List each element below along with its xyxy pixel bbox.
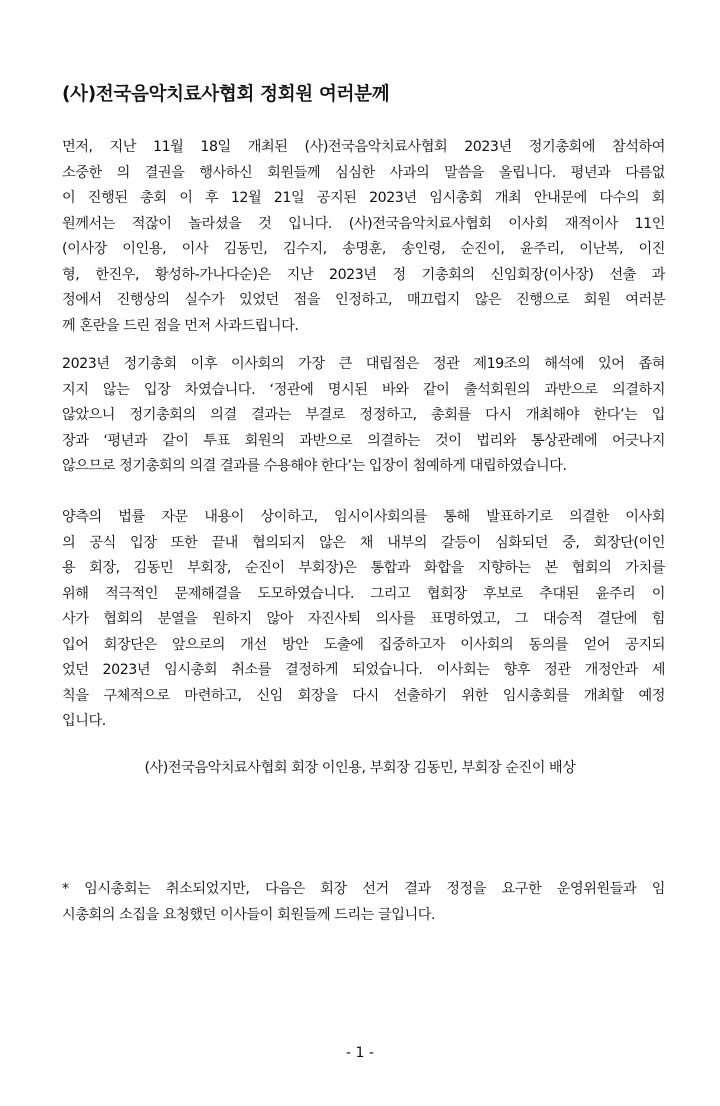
paragraph-line: 않으므로 정기총회의 의결 결과를 수용해야 한다’는 입장이 첨예하게 대립하였습니다. [62,458,567,474]
paragraph-line: 정에서 진행상의 실수가 있었던 점을 인정하고, 매끄럽지 않은 진행으로 회원 여러분 [62,292,665,308]
paragraph-line: 의 공식 입장 또한 끝내 협의되지 않은 채 내부의 갈등이 심화되던 중, 회장단(이인 [62,534,665,551]
paragraph-line: 장과 ‘평년과 같이 투표 회원의 과반으로 의결하는 것이 법리와 통상관례에 어긋나지 [62,432,665,449]
paragraph-line: 께 혼란을 드린 점을 먼저 사과드립니다. [62,317,299,334]
paragraph-line: 용 회장, 김동민 부회장, 순진이 부회장)은 통합과 화합을 지향하는 본 협회의 가치를 [62,560,665,576]
paragraph-line: 않았으니 정기총회의 의결 결과는 부결로 정정하고, 총회를 다시 개최해야 한다’는 입 [62,407,665,423]
paragraph-line: 2023년 정기총회 이후 이사회의 가장 큰 대립점은 정관 제19조의 해석에 있어 좁혀 [62,356,665,372]
paragraph-line: 었던 2023년 임시총회 취소를 결정하게 되었습니다. 이사회는 향후 정관 개정안과 세 [62,662,665,678]
footnote-line: 시총회의 소집을 요청했던 이사들이 회원들께 드리는 글입니다. [62,906,436,923]
paragraph-line: 지지 않는 입장 차였습니다. ‘정관에 명시된 바와 같이 출석회원의 과반으로 의결하지 [62,381,665,398]
paragraph-line: 양측의 법률 자문 내용이 상이하고, 임시이사회의를 통해 발표하기로 의결한 이사회 [62,509,665,525]
paragraph-line: 원께서는 적잖이 놀라셨을 것 입니다. (사)전국음악치료사협회 이사회 재적이사 11인 [62,215,665,232]
paragraph-line: 위해 적극적인 문제해결을 도모하였습니다. 그리고 협회장 후보로 추대된 윤주리 이 [62,585,665,602]
paragraph-apology [62,135,665,339]
paragraph-line: 입니다. [62,713,106,729]
paragraph-resolution [62,505,665,735]
paragraph-line: 소중한 의 결권을 행사하신 회원들께 심심한 사과의 말씀을 올립니다. 평년과 다름없 [62,164,665,181]
paragraph-line: (이사장 이인용, 이사 김동민, 김수지, 송명훈, 송인령, 순진이, 윤주리, 이난복, 이진 [62,241,665,257]
footnote-line: * 임시총회는 취소되었지만, 다음은 회장 선거 결과 정정을 요구한 운영위원들과 임 [62,881,665,897]
paragraph-line: 사가 협회의 분열을 원하지 않아 자진사퇴 의사를 표명하였고, 그 대승적 결단에 힘 [62,611,665,627]
paragraph-line: 입어 회장단은 앞으로의 개선 방안 도출에 집중하고자 이사회의 동의를 얻어 공지되 [62,636,665,653]
signature-line: (사)전국음악치료사협회 회장 이인용, 부회장 김동민, 부회장 순진이 배상 [144,760,576,776]
document-title: (사)전국음악치료사협회 정회원 여러분께 [62,84,390,105]
paragraph-line: 칙을 구체적으로 마련하고, 신임 회장을 다시 선출하기 위한 임시총회를 개최할 예정 [62,687,665,704]
footnote [62,877,665,928]
paragraph-line: 먼저, 지난 11월 18일 개최된 (사)전국음악치료사협회 2023년 정기총회에 참석하여 [62,139,665,155]
paragraph-dispute [62,352,665,480]
paragraph-line: 이 진행된 총회 이 후 12월 21일 공지된 2023년 임시총회 개최 안내문에 다수의 회 [62,190,665,206]
paragraph-line: 형, 한진우, 황성하-가나다순)은 지난 2023년 정 기총회의 신임회장(이사장) 선출 과 [62,266,665,283]
page-number: - 1 - [346,1045,374,1061]
